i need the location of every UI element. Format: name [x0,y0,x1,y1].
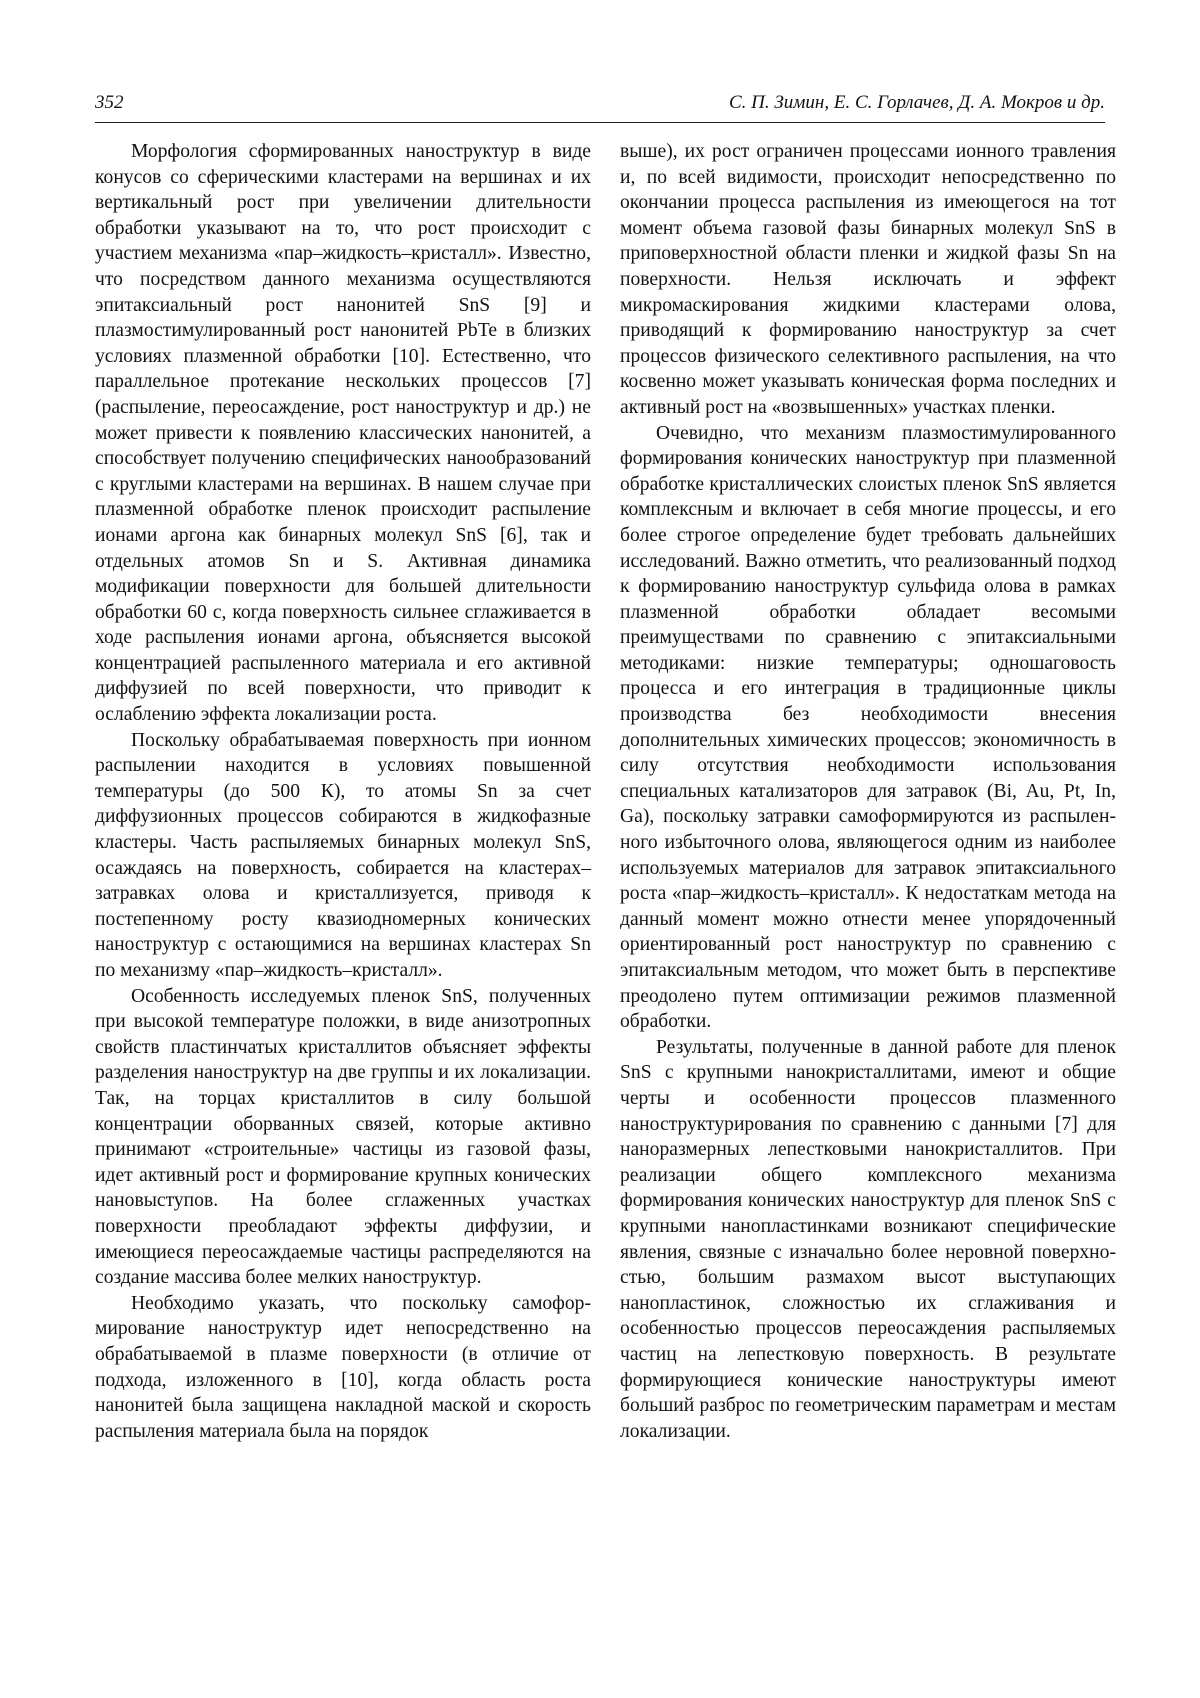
paragraph: Особенность исследуемых пленок SnS, полученных при высокой температуре положки, в виде анизотропных свойств пластинчатых кристаллитов объясняет эффекты разделения наноструктур на две группы и их локализации. Так, на торцах кристаллитов в силу большой концентрации оборванных связей, которые активно принимают «строительные» частицы из газовой фазы, идет активный рост и формирование крупных конических нановыступов. На более сглаженных участках поверхности преобладают эффекты диффузии, и имеющиеся переосаждаемые частицы распределяются на создание массива более мелких наноструктур. [95,985,591,1289]
running-header [95,92,1105,123]
paragraph: Поскольку обрабатываемая поверхность при ионном распылении находится в условиях повышенной температуры (до 500 К), то атомы Sn за счет диффузионных процессов собираются в жидкофазные кластеры. Часть распыляемых бинарных молекул SnS, осаждаясь на поверхность, собирается на кластерах–затравках олова и кристаллизуется, приводя к постепенному росту квазиодномерных конических наноструктур с остающимися на вершинах кластерах Sn по механизму «пар–жидкость–кристалл». [95,729,591,981]
paragraph: Необходимо указать, что поскольку самоформирование наноструктур идет непосредственно на обрабатываемой в плазме поверхности (в отличие от подхода, изложенного в [10], когда область роста нанонитей была защищена накладной маской и скорость распыления материала была на порядок [95,1292,591,1442]
paragraph-continued: выше), их рост ограничен процессами ионного травления и, по всей видимости, происходит непосредственно по окончании процесса распыления из имеющегося на тот момент объема газовой фазы бинарных молекул SnS в приповерхностной области пленки и жидкой фазы Sn на поверхности. Нельзя исключать и эффект микромаскирования жидкими кластерами олова, приводящий к формированию наноструктур за счет процессов физического селективного распыления, на что косвенно может указывать коническая форма последних и активный рост на «возвышенных» участках пленки. [620,141,1116,418]
right-column [620,139,1116,1444]
left-column [95,139,591,1444]
paragraph: Результаты, полученные в данной работе для пленок SnS с крупными нанокристаллитами, имеют и общие черты и особенности процессов плазменного наноструктурирования по сравнению с данными [7] для наноразмерных лепестковыми нанокристаллитов. При реализации общего комплексного механизма формирования конических наноструктур для пленок SnS с крупными нанопластинками возникают специфические явления, связные с изначально более неровной поверхностью, большим размахом высот выступающих нанопластинок, сложностью их сглаживания и особенностью процессов переосаждения распыляемых частиц на лепестковую поверхность. В результате формирующиеся конические наноструктуры имеют больший разброс по геометрическим параметрам и местам локализации. [620,1036,1116,1442]
paragraph: Морфология сформированных наноструктур в виде конусов со сферическими кластерами на вершинах и их вертикальный рост при увеличении длительности обработки указывают на то, что рост происходит с участием механизма «пар–жидкость–кристалл». Известно, что посредством данного механизма осуществляются эпитаксиальный рост нанонитей SnS [9] и плазмостимулированный рост нанонитей PbTe в близких условиях плазменной обработки [10]. Естественно, что параллельное протекание нескольких процессов [7] (распыление, переосаждение, рост наноструктур и др.) не может привести к появлению классических нанонитей, а способствует получению специфических нанообразований с круглыми кластерами на вершинах. В нашем случае при плазменной обработке пленок происходит распыление ионами аргона как бинарных молекул SnS [6], так и отдельных атомов Sn и S. Активная динамика модификации поверхности для большей длительности обработки 60 с, когда поверхность сильнее сглаживается в ходе распыления ионами аргона, объясняется высокой концентрацией распыленного материала и его активной диффузией по всей поверхности, что приводит к ослаблению эффекта локализации роста. [95,141,591,726]
authors-line: С. П. Зимин, Е. С. Горлачев, Д. А. Мокров и др. [729,92,1105,113]
paragraph: Очевидно, что механизм плазмостимулированного формирования конических наноструктур при плазменной обработке кристаллических слоистых пленок SnS является комплексным и включает в себя многие процессы, и его более строгое определение будет требовать дальнейших исследований. Важно отметить, что реализованный подход к формированию наноструктур сульфида олова в рамках плазменной обработки обладает весомыми преимуществами по сравнению с эпитаксиальными методиками: низкие температуры; одношаговость процесса и его интеграция в традиционные циклы производства без необходимости внесения дополнительных химических процессов; экономичность в силу отсутствия необходимости использования специальных катализаторов для затравок (Bi, Au, Pt, In, Ga), поскольку затравки самоформируются из распыленного избыточного олова, являющегося одним из наиболее используемых материалов для затравок эпитаксиального роста «пар–жидкость–кристалл». К недостаткам метода на данный момент можно отнести менее упорядоченный ориентированный рост наноструктур по сравнению с эпитаксиальным методом, что может быть в перспективе преодолено путем оптимизации режимов плазменной обработки. [620,422,1116,1033]
page-number: 352 [95,92,124,113]
